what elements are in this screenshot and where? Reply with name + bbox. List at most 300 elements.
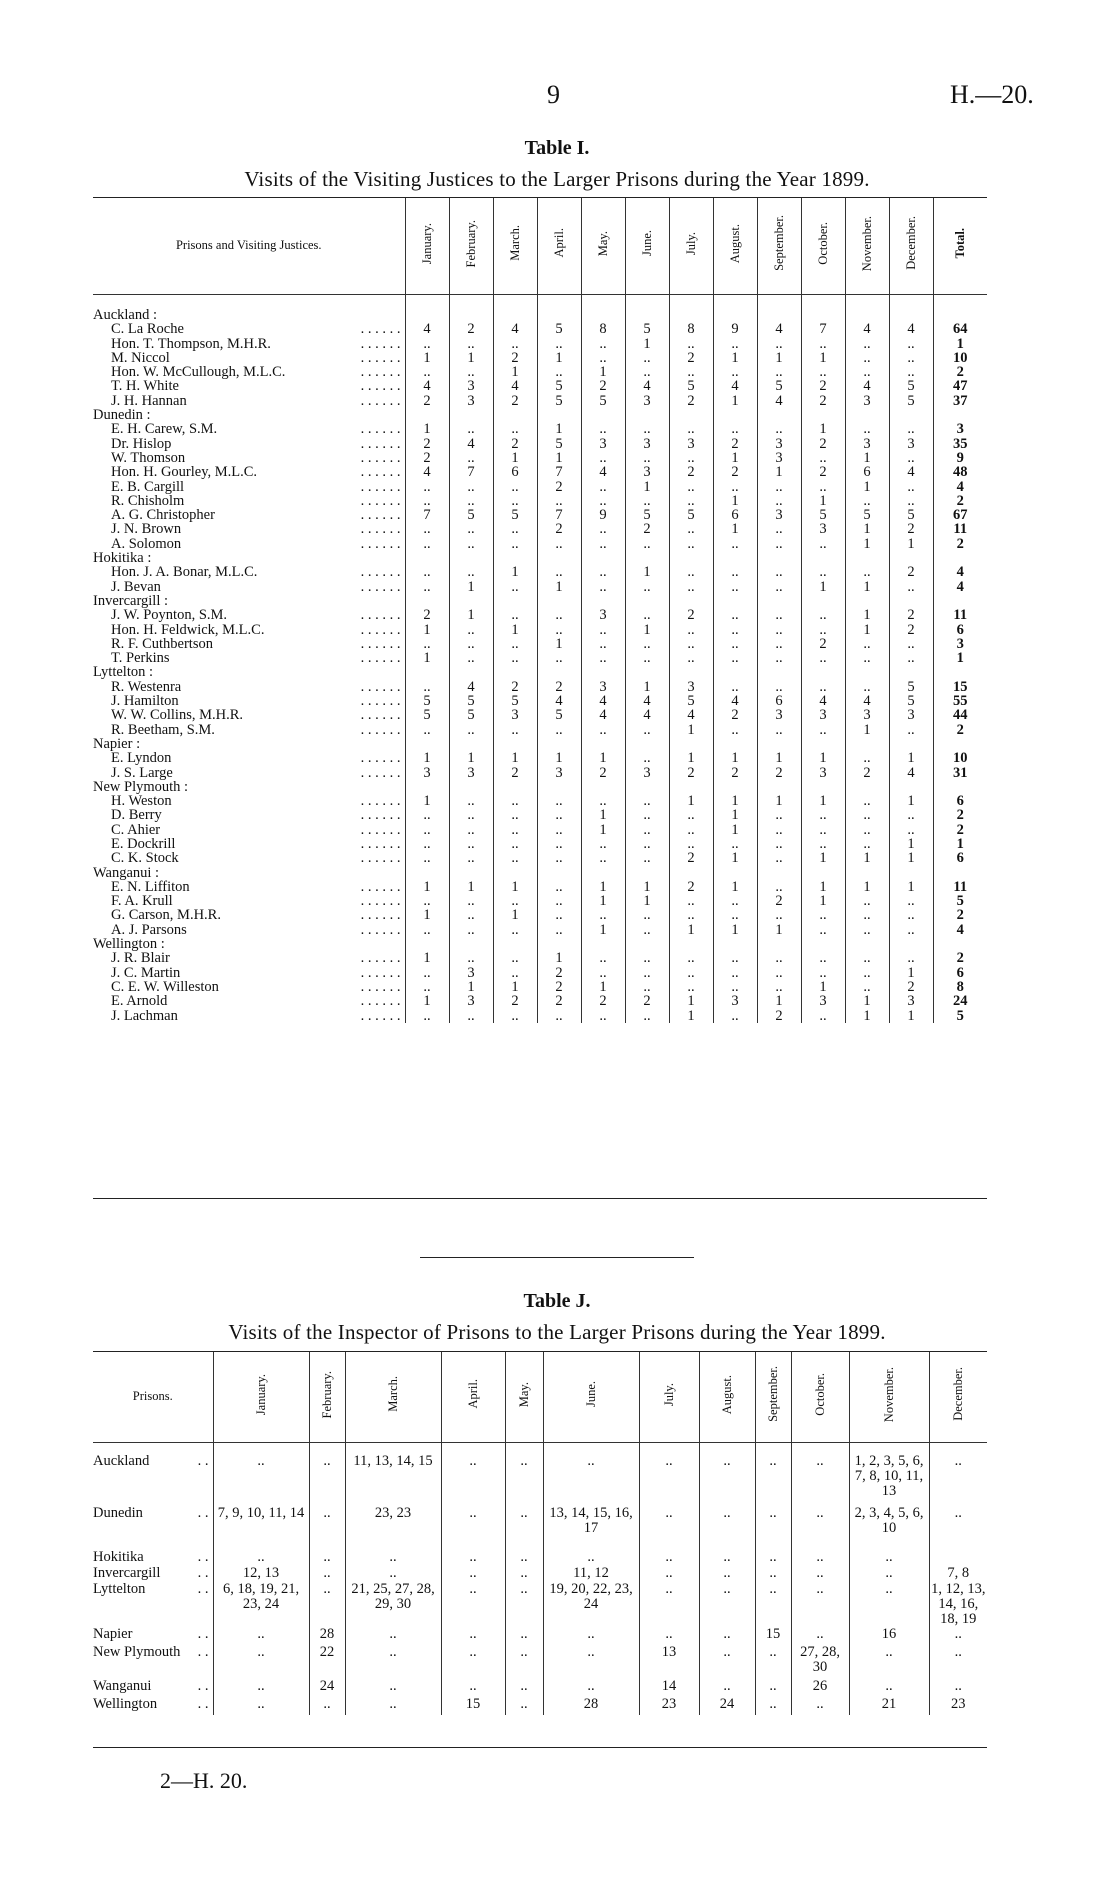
month-count: .. <box>449 823 493 837</box>
month-count: .. <box>493 808 537 822</box>
name-text: Invercargill : <box>93 593 169 609</box>
month-count <box>537 551 581 565</box>
month-count: .. <box>449 651 493 665</box>
month-count: 1 <box>845 522 889 536</box>
month-count: .. <box>581 794 625 808</box>
row-total: 1 <box>933 837 987 851</box>
justice-name <box>93 751 405 765</box>
visit-dates: .. <box>699 1506 755 1550</box>
month-count: 1 <box>801 894 845 908</box>
month-count: 5 <box>449 694 493 708</box>
month-count: .. <box>625 851 669 865</box>
month-count: .. <box>493 580 537 594</box>
row-total <box>933 665 987 679</box>
justice-name <box>93 394 405 408</box>
month-count <box>757 308 801 322</box>
month-count: 4 <box>845 694 889 708</box>
month-count: 3 <box>889 708 933 722</box>
name-text: A. G. Christopher <box>111 508 215 523</box>
name-text: E. H. Carew, S.M. <box>111 422 218 437</box>
month-count: 2 <box>405 437 449 451</box>
month-count <box>713 408 757 422</box>
month-count: .. <box>889 951 933 965</box>
month-count: 2 <box>801 437 845 451</box>
month-count: .. <box>537 851 581 865</box>
month-count: 3 <box>625 394 669 408</box>
table-i-group-row <box>93 937 987 951</box>
row-total <box>933 594 987 608</box>
table-i-row <box>93 580 987 594</box>
month-count: 3 <box>757 437 801 451</box>
leader-dots: . . . . . . <box>360 765 401 780</box>
visit-dates: .. <box>639 1582 699 1627</box>
table-i-month-label: March. <box>507 225 522 262</box>
month-count <box>889 866 933 880</box>
leader-dots: . . . . . . <box>360 579 401 594</box>
month-count: .. <box>581 580 625 594</box>
visit-dates: .. <box>543 1679 639 1697</box>
name-text: A. J. Parsons <box>111 922 187 938</box>
visit-dates: .. <box>213 1697 309 1715</box>
month-count: .. <box>405 537 449 551</box>
month-count: .. <box>625 923 669 937</box>
visit-dates: .. <box>213 1645 309 1679</box>
month-count: .. <box>449 923 493 937</box>
month-count: .. <box>845 365 889 379</box>
visit-dates: .. <box>441 1627 505 1645</box>
month-count: .. <box>845 808 889 822</box>
month-count: 1 <box>845 880 889 894</box>
leader-dots: . . . . . . <box>360 1008 401 1023</box>
month-count: .. <box>493 923 537 937</box>
month-count: .. <box>757 537 801 551</box>
month-count: 4 <box>405 465 449 479</box>
justice-name <box>93 1009 405 1023</box>
month-count: .. <box>625 751 669 765</box>
month-count: .. <box>405 823 449 837</box>
month-count: .. <box>581 651 625 665</box>
month-count: .. <box>405 923 449 937</box>
month-count: 3 <box>625 766 669 780</box>
table-i-row <box>93 708 987 722</box>
visit-dates: 6, 18, 19, 21, 23, 24 <box>213 1582 309 1627</box>
month-count: 3 <box>669 437 713 451</box>
leader-dots: . . <box>197 1454 209 1469</box>
month-count: 1 <box>537 580 581 594</box>
month-count: .. <box>669 580 713 594</box>
month-count: 3 <box>845 708 889 722</box>
month-count: .. <box>757 623 801 637</box>
row-total <box>933 866 987 880</box>
month-count <box>493 665 537 679</box>
leader-dots: . . . . . . <box>360 851 401 866</box>
leader-dots: . . . . . . <box>360 636 401 652</box>
month-count <box>405 665 449 679</box>
month-count <box>845 594 889 608</box>
month-count <box>581 665 625 679</box>
month-count: .. <box>845 651 889 665</box>
month-count: .. <box>757 966 801 980</box>
visit-dates: 24 <box>699 1697 755 1715</box>
month-count: .. <box>405 580 449 594</box>
leader-dots: . . . . . . <box>360 436 401 451</box>
month-count: 1 <box>845 1009 889 1023</box>
month-count: .. <box>449 422 493 436</box>
justice-name <box>93 723 405 737</box>
month-count: .. <box>537 808 581 822</box>
month-count: .. <box>449 522 493 536</box>
row-total: 11 <box>933 522 987 536</box>
month-count: .. <box>625 794 669 808</box>
month-count: .. <box>889 337 933 351</box>
month-count: 7 <box>537 465 581 479</box>
name-text: E. B. Cargill <box>111 479 185 494</box>
leader-dots: . . <box>197 1645 209 1660</box>
visit-dates: 11, 13, 14, 15 <box>345 1454 441 1506</box>
month-count: 1 <box>581 823 625 837</box>
justice-name <box>93 565 405 579</box>
justice-name <box>93 608 405 622</box>
month-count: 5 <box>625 508 669 522</box>
month-count: .. <box>801 623 845 637</box>
month-count: .. <box>757 823 801 837</box>
month-count: 8 <box>581 322 625 336</box>
prison-name <box>93 1550 213 1566</box>
month-count: 1 <box>845 480 889 494</box>
prison-name <box>93 1645 213 1679</box>
month-count: .. <box>889 823 933 837</box>
month-count: .. <box>757 837 801 851</box>
table-j-header-month <box>213 1352 309 1442</box>
month-count: .. <box>493 494 537 508</box>
month-count: .. <box>581 966 625 980</box>
visit-dates: .. <box>441 1582 505 1627</box>
leader-dots: . . . . . . <box>360 836 401 852</box>
month-count: .. <box>669 480 713 494</box>
month-count: 1 <box>449 980 493 994</box>
month-count: 2 <box>625 522 669 536</box>
month-count: 1 <box>669 1009 713 1023</box>
name-text: M. Niccol <box>111 350 170 366</box>
month-count: .. <box>449 808 493 822</box>
month-count: 2 <box>669 394 713 408</box>
month-count: 5 <box>669 694 713 708</box>
visit-dates: 15 <box>755 1627 791 1645</box>
month-count: 5 <box>449 508 493 522</box>
month-count: .. <box>493 608 537 622</box>
row-total: 55 <box>933 694 987 708</box>
month-count: .. <box>493 966 537 980</box>
month-count: .. <box>405 337 449 351</box>
month-count: 1 <box>889 794 933 808</box>
month-count <box>757 551 801 565</box>
month-count <box>757 665 801 679</box>
table-i-row <box>93 508 987 522</box>
visit-dates: .. <box>699 1627 755 1645</box>
month-count: .. <box>449 1009 493 1023</box>
month-count: .. <box>757 337 801 351</box>
month-count <box>845 308 889 322</box>
month-count: 2 <box>801 394 845 408</box>
visit-dates: .. <box>505 1627 543 1645</box>
table-j-row <box>93 1454 987 1506</box>
month-count <box>845 780 889 794</box>
row-total: 2 <box>933 808 987 822</box>
month-count: .. <box>581 422 625 436</box>
month-count: 3 <box>845 437 889 451</box>
table-j-month-label: October. <box>812 1372 827 1416</box>
month-count <box>757 937 801 951</box>
table-i-month-label: October. <box>815 221 830 265</box>
month-count: 5 <box>669 508 713 522</box>
month-count: 4 <box>537 694 581 708</box>
leader-dots: . . . . . . <box>360 651 401 666</box>
month-count: .. <box>625 365 669 379</box>
month-count: .. <box>845 351 889 365</box>
justice-name <box>93 794 405 808</box>
row-total: 3 <box>933 637 987 651</box>
month-count <box>405 408 449 422</box>
prison-name <box>93 1566 213 1582</box>
prison-name <box>93 1454 213 1506</box>
month-count: .. <box>889 480 933 494</box>
month-count: 4 <box>449 437 493 451</box>
table-j-spacer <box>93 1442 987 1454</box>
month-count: 3 <box>713 994 757 1008</box>
month-count: 2 <box>889 608 933 622</box>
month-count: .. <box>581 451 625 465</box>
month-count: 5 <box>757 379 801 393</box>
month-count: 5 <box>405 694 449 708</box>
table-j-header-month <box>345 1352 441 1442</box>
justice-name <box>93 465 405 479</box>
month-count: .. <box>889 494 933 508</box>
month-count: .. <box>713 837 757 851</box>
month-count: .. <box>845 837 889 851</box>
name-text: J. H. Hannan <box>111 393 187 409</box>
justice-name <box>93 951 405 965</box>
visit-dates: 27, 28, 30 <box>791 1645 849 1679</box>
name-text: A. Solomon <box>111 536 182 552</box>
table-i-month-label: January. <box>419 222 434 264</box>
month-count: 1 <box>405 908 449 922</box>
month-count: .. <box>625 608 669 622</box>
row-total: 4 <box>933 923 987 937</box>
month-count <box>713 551 757 565</box>
month-count <box>845 937 889 951</box>
month-count: 4 <box>669 708 713 722</box>
month-count: 1 <box>889 1009 933 1023</box>
justice-name <box>93 837 405 851</box>
month-count: .. <box>757 951 801 965</box>
month-count: .. <box>537 608 581 622</box>
month-count: .. <box>889 651 933 665</box>
leader-dots: . . <box>197 1566 209 1581</box>
month-count: .. <box>757 680 801 694</box>
month-count: 2 <box>537 966 581 980</box>
month-count <box>449 551 493 565</box>
month-count: 3 <box>493 708 537 722</box>
month-count: .. <box>537 923 581 937</box>
row-total: 24 <box>933 994 987 1008</box>
month-count <box>493 780 537 794</box>
visit-dates: .. <box>505 1645 543 1679</box>
justice-name <box>93 637 405 651</box>
visit-dates: 15 <box>441 1697 505 1715</box>
name-text: Hon. H. Gourley, M.L.C. <box>111 465 258 480</box>
table-i-row <box>93 980 987 994</box>
visit-dates: 7, 9, 10, 11, 14 <box>213 1506 309 1550</box>
visit-dates: 13 <box>639 1645 699 1679</box>
month-count: 5 <box>493 508 537 522</box>
leader-dots: . . . . . . <box>360 522 401 537</box>
justice-name <box>93 980 405 994</box>
visit-dates: .. <box>755 1697 791 1715</box>
month-count: 1 <box>801 351 845 365</box>
month-count: .. <box>801 680 845 694</box>
month-count <box>801 737 845 751</box>
row-total: 44 <box>933 708 987 722</box>
table-i-row <box>93 608 987 622</box>
month-count <box>757 408 801 422</box>
month-count: .. <box>537 623 581 637</box>
month-count: 1 <box>801 794 845 808</box>
month-count: .. <box>889 923 933 937</box>
page-number: 9 <box>547 80 560 109</box>
month-count: .. <box>801 365 845 379</box>
month-count <box>625 408 669 422</box>
table-j-month-label: February. <box>319 1370 334 1418</box>
table-i-row <box>93 923 987 937</box>
month-count: .. <box>493 522 537 536</box>
month-count: 4 <box>845 322 889 336</box>
month-count <box>625 780 669 794</box>
justice-name <box>93 480 405 494</box>
month-count: .. <box>801 451 845 465</box>
month-count: 5 <box>625 322 669 336</box>
visit-dates: .. <box>441 1679 505 1697</box>
table-i-row <box>93 680 987 694</box>
visit-dates: .. <box>639 1550 699 1566</box>
month-count <box>493 737 537 751</box>
table-i-row <box>93 537 987 551</box>
month-count <box>493 866 537 880</box>
month-count: 2 <box>889 565 933 579</box>
month-count: .. <box>845 565 889 579</box>
month-count: 2 <box>537 480 581 494</box>
month-count: 4 <box>449 680 493 694</box>
month-count: 5 <box>889 379 933 393</box>
table-i-month-label: May. <box>595 230 610 256</box>
month-count: 7 <box>537 508 581 522</box>
table-j-month-label: May. <box>516 1381 531 1407</box>
row-total: 1 <box>933 651 987 665</box>
table-j-row <box>93 1582 987 1627</box>
table-j-header-month <box>791 1352 849 1442</box>
row-total: 2 <box>933 365 987 379</box>
month-count: .. <box>669 422 713 436</box>
visit-dates: 28 <box>309 1627 345 1645</box>
row-total <box>933 408 987 422</box>
month-count: .. <box>405 980 449 994</box>
name-text: T. Perkins <box>111 651 170 666</box>
table-i-month-label: July. <box>683 231 698 255</box>
section-divider <box>420 1257 694 1258</box>
visit-dates: .. <box>699 1566 755 1582</box>
month-count: 2 <box>625 994 669 1008</box>
month-count: 1 <box>845 451 889 465</box>
visit-dates: .. <box>345 1550 441 1566</box>
table-j-row <box>93 1550 987 1566</box>
leader-dots: . . . . . . <box>360 465 401 480</box>
month-count: .. <box>669 451 713 465</box>
table-j-row <box>93 1645 987 1679</box>
month-count: .. <box>713 966 757 980</box>
name-text: C. La Roche <box>111 322 184 337</box>
month-count: .. <box>449 908 493 922</box>
month-count: 1 <box>845 623 889 637</box>
name-text: R. Chisholm <box>111 493 185 509</box>
justice-name <box>93 351 405 365</box>
prison-name <box>93 1627 213 1645</box>
month-count: .. <box>669 623 713 637</box>
month-count: 5 <box>889 394 933 408</box>
prison-name <box>93 1506 213 1550</box>
row-total: 6 <box>933 966 987 980</box>
visit-dates: 23 <box>929 1697 987 1715</box>
month-count: .. <box>537 494 581 508</box>
name-text: J. Lachman <box>111 1008 178 1023</box>
month-count: .. <box>801 808 845 822</box>
month-count: 3 <box>405 766 449 780</box>
month-count: .. <box>405 637 449 651</box>
month-count: 2 <box>713 766 757 780</box>
table-i-header-month <box>493 198 537 294</box>
row-total: 5 <box>933 894 987 908</box>
table-i-row <box>93 422 987 436</box>
justice-name <box>93 851 405 865</box>
justice-name <box>93 537 405 551</box>
month-count: .. <box>449 337 493 351</box>
leader-dots: . . . . . . <box>360 894 401 909</box>
table-i-row <box>93 465 987 479</box>
month-count <box>493 308 537 322</box>
table-i-header-month <box>405 198 449 294</box>
month-count: 5 <box>889 680 933 694</box>
month-count: .. <box>625 951 669 965</box>
month-count <box>581 737 625 751</box>
month-count: .. <box>713 537 757 551</box>
month-count: 2 <box>449 322 493 336</box>
month-count <box>713 594 757 608</box>
visit-dates: .. <box>345 1627 441 1645</box>
prison-name <box>93 737 405 751</box>
month-count: .. <box>449 451 493 465</box>
month-count: .. <box>449 365 493 379</box>
row-total: 6 <box>933 623 987 637</box>
table-j-header-month <box>929 1352 987 1442</box>
month-count: .. <box>537 1009 581 1023</box>
row-total: 8 <box>933 980 987 994</box>
leader-dots: . . . . . . <box>360 922 401 938</box>
table-j-row <box>93 1506 987 1550</box>
visit-dates: .. <box>213 1454 309 1506</box>
leader-dots: . . <box>197 1697 209 1712</box>
month-count: .. <box>449 537 493 551</box>
table-j-header-month <box>309 1352 345 1442</box>
month-count: 2 <box>669 880 713 894</box>
month-count <box>493 594 537 608</box>
